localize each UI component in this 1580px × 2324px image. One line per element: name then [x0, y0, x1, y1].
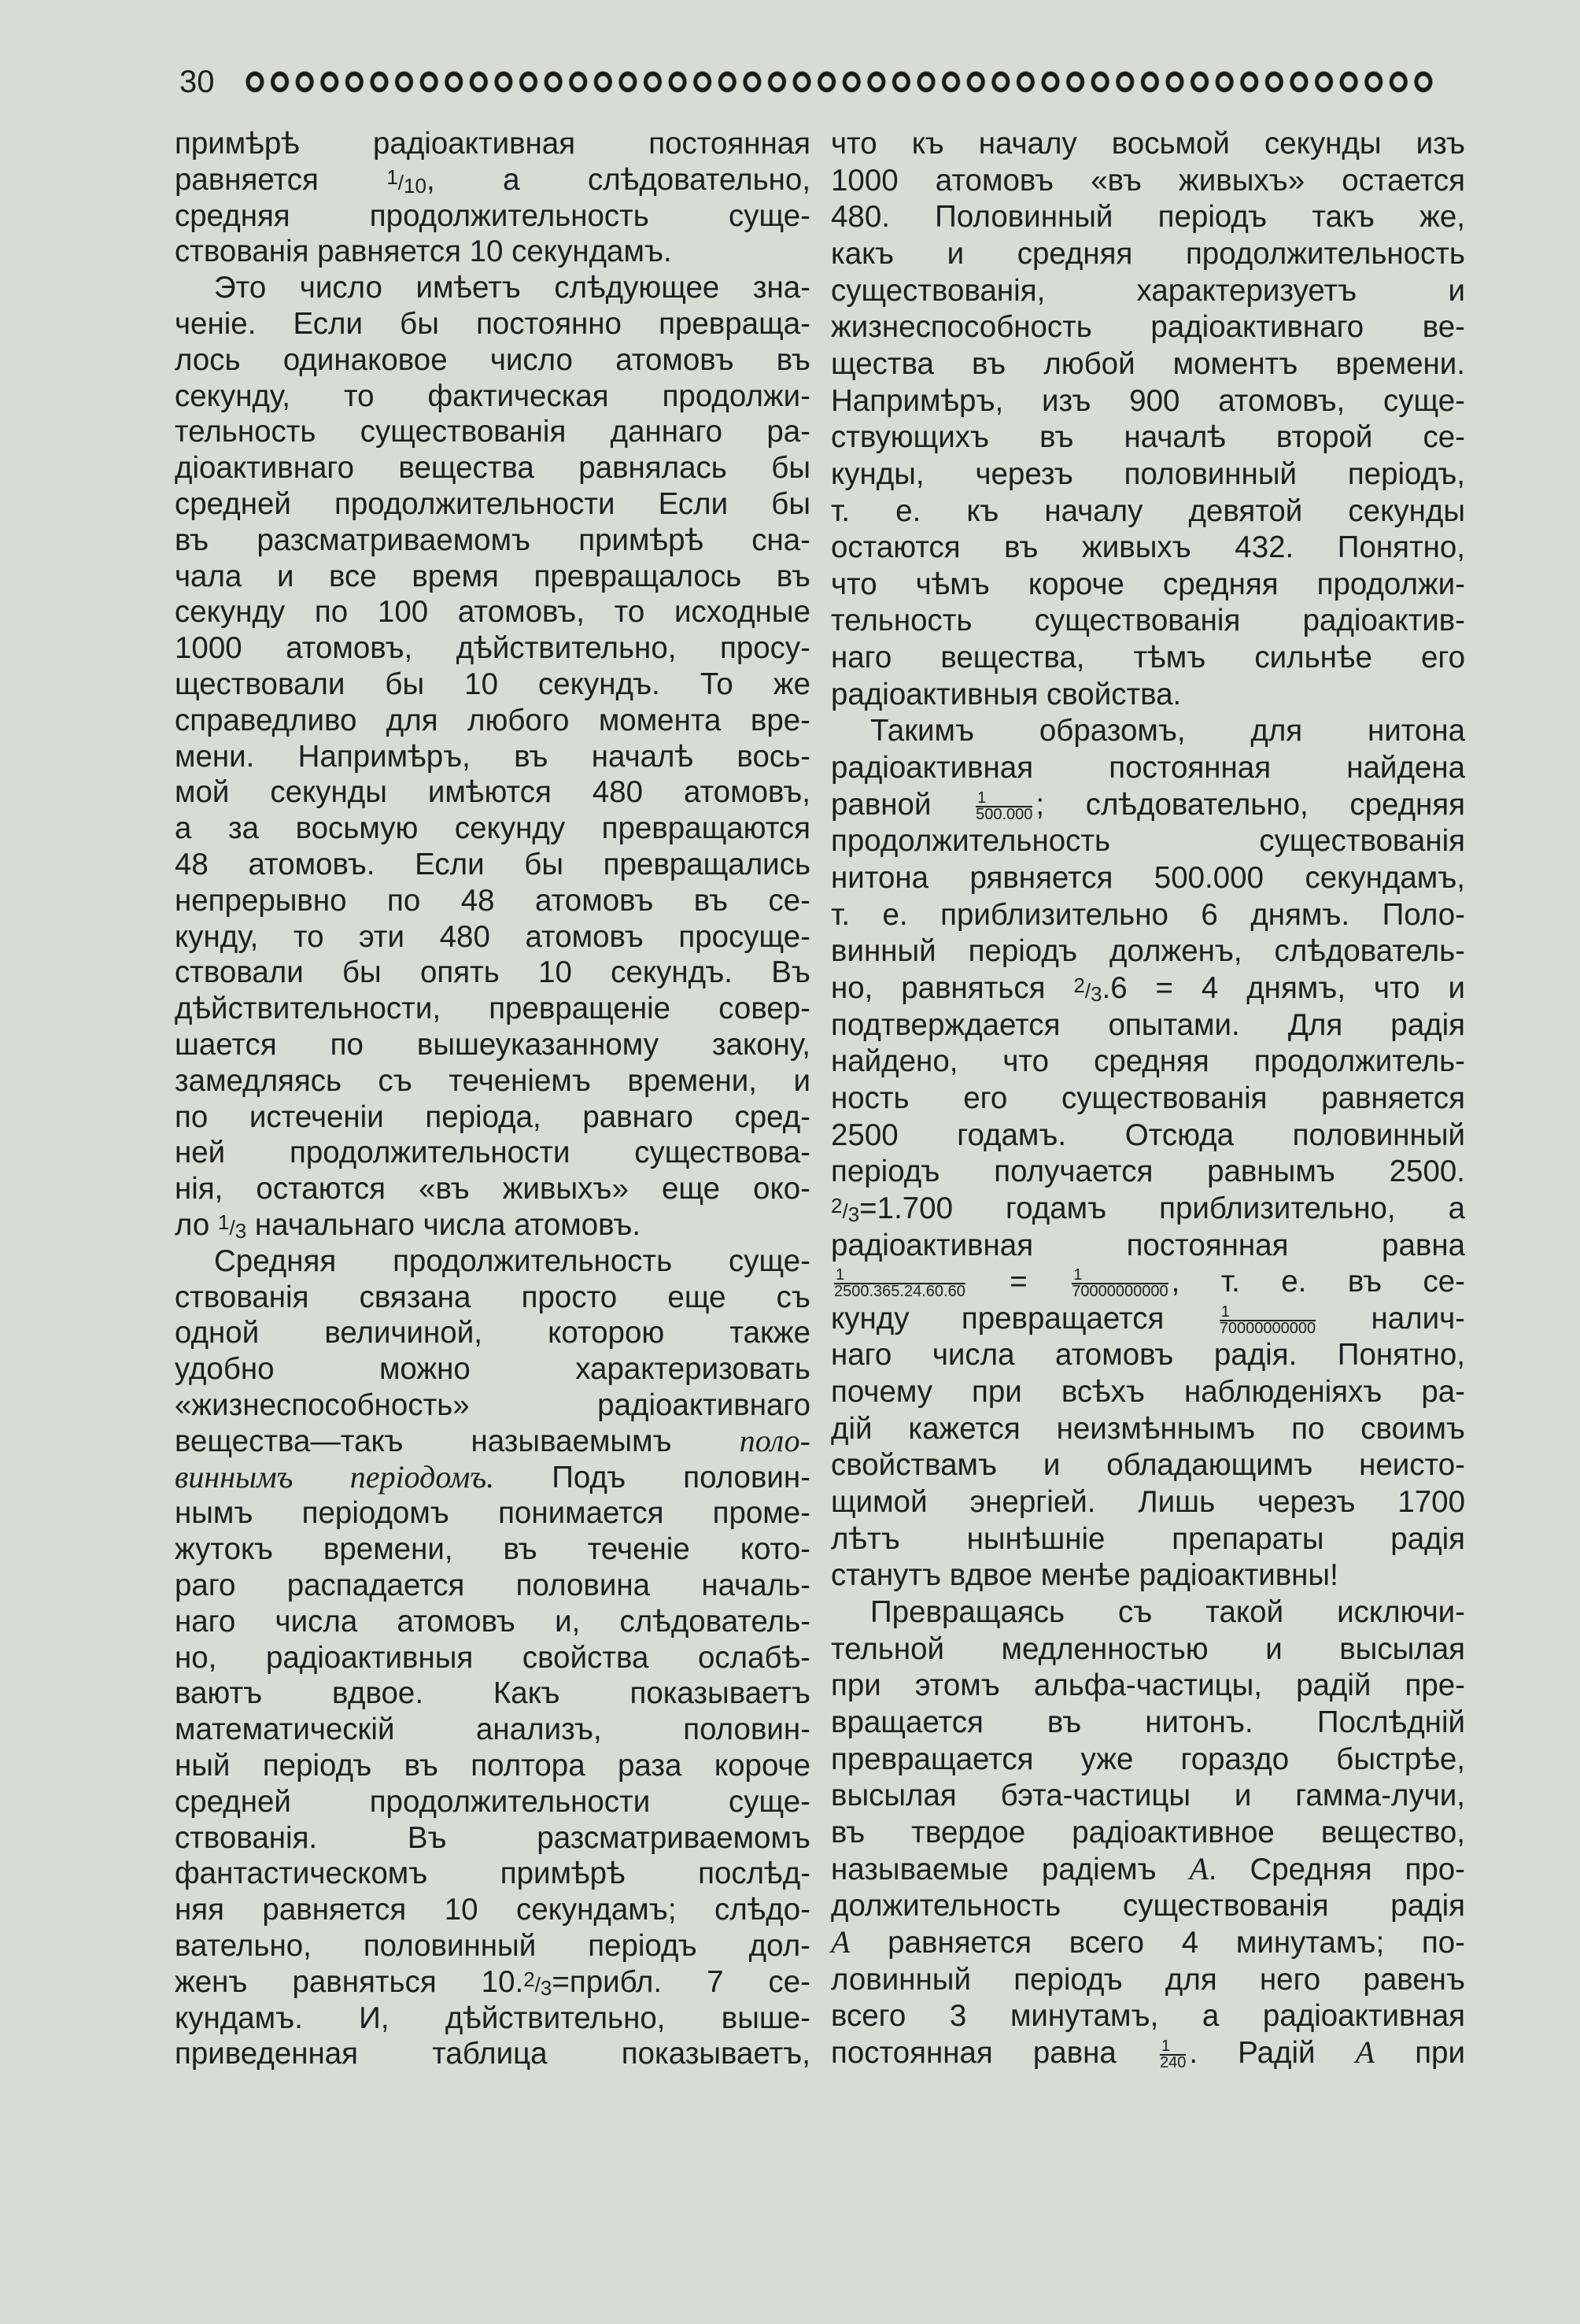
text-line: [831, 1337, 1465, 1373]
text-run: свойствамъ и обладающимъ неисто-: [831, 1448, 1465, 1483]
fraction-slash: /: [534, 1972, 541, 1997]
text-run: ваютъ вдвое. Какъ показываетъ: [175, 1676, 810, 1711]
text-line: [831, 933, 1465, 970]
text-run: секунду, то фактическая продолжи-: [175, 379, 810, 413]
text-run: винный періодъ долженъ, слѣдователь-: [831, 934, 1465, 969]
text-line: [175, 1856, 810, 1892]
text-line: [175, 991, 810, 1027]
text-line: [175, 1424, 810, 1460]
ornament-border: [242, 68, 1434, 96]
text-line: [831, 897, 1465, 933]
text-run: =прибл. 7 се-: [552, 1964, 810, 1999]
text-line: [831, 163, 1465, 199]
text-run: подтверждается опытами. Для радія: [831, 1007, 1465, 1042]
text-line: [831, 1668, 1465, 1704]
text-run: ность его существованія равняется: [831, 1081, 1465, 1115]
text-run: ствованія связана просто еще съ: [175, 1280, 810, 1314]
text-line: [175, 667, 810, 703]
italic-term: А: [1189, 1850, 1209, 1886]
text-run: должительность существованія радія: [831, 1889, 1465, 1923]
fraction: [831, 1193, 860, 1226]
text-line: [175, 306, 810, 342]
text-line: [831, 713, 1465, 749]
text-run: няя равняется 10 секундамъ; слѣдо-: [175, 1893, 810, 1927]
text-line: [175, 450, 810, 486]
text-line: [831, 1631, 1465, 1668]
text-run: лось одинаковое число атомовъ въ: [175, 342, 810, 377]
text-run: удобно можно характеризовать: [175, 1352, 810, 1387]
text-run: щества въ любой моментъ времени.: [831, 346, 1465, 381]
fraction-numerator: 1: [218, 1210, 230, 1234]
text-line: [831, 530, 1465, 566]
page-number: 30: [179, 65, 215, 99]
text-run: приведенная таблица показываетъ,: [175, 2037, 810, 2071]
text-line: [831, 1852, 1465, 1888]
text-line: [175, 1676, 810, 1712]
text-run: найдено, что средняя продолжитель-: [831, 1044, 1465, 1079]
text-line: [175, 955, 810, 991]
text-run: мой секунды имѣются 480 атомовъ,: [175, 775, 810, 810]
text-run: шается по вышеуказанному закону,: [175, 1028, 810, 1062]
text-line: [831, 1228, 1465, 1264]
text-line: [175, 1460, 810, 1496]
text-run: а за восьмую секунду превращаются: [175, 811, 810, 846]
text-line: [831, 1081, 1465, 1117]
text-line: [831, 1925, 1465, 1961]
italic-term: А: [831, 1923, 851, 1960]
text-run: равняется всего 4 минутамъ; по-: [850, 1925, 1465, 1960]
text-run: наго числа атомовъ и, слѣдователь-: [175, 1604, 810, 1639]
text-line: [175, 739, 810, 775]
text-run: «жизнеспособность» радіоактивнаго: [175, 1388, 810, 1422]
text-run: Такимъ образомъ, для нитона: [870, 714, 1465, 748]
text-run: т. е. приблизительно 6 днямъ. Поло-: [831, 897, 1465, 932]
text-run: лѣтъ нынѣшніе препараты радія: [831, 1521, 1465, 1556]
text-run: въ твердое радіоактивное вещество,: [831, 1815, 1465, 1849]
fraction: [218, 1210, 247, 1243]
text-run: средней продолжительности суще-: [175, 1784, 810, 1819]
text-line: [831, 1154, 1465, 1190]
fraction-numerator: 1: [976, 791, 1032, 807]
fraction-denominator: 10: [404, 173, 426, 198]
fraction-numerator: 1: [386, 164, 398, 189]
text-run: наго вещества, тѣмъ сильнѣе его: [831, 641, 1465, 675]
text-run: радіоактивная постоянная равна: [831, 1228, 1465, 1262]
text-run: Напримѣръ, изъ 900 атомовъ, суще-: [831, 383, 1465, 418]
text-run: кунду, то эти 480 атомовъ просуще-: [175, 919, 810, 954]
text-run: высылая бэта-частицы и гамма-лучи,: [831, 1779, 1465, 1813]
text-line: [831, 493, 1465, 530]
text-run: фантастическомъ примѣрѣ послѣд-: [175, 1857, 810, 1891]
text-run: средняя продолжительность суще-: [175, 198, 810, 233]
text-run: нія, остаются «въ живыхъ» еще око-: [175, 1172, 810, 1206]
text-line: [831, 787, 1465, 823]
text-line: [175, 486, 810, 523]
text-line: [175, 1604, 810, 1640]
text-line: [175, 1135, 810, 1171]
text-line: [831, 419, 1465, 456]
text-run: превращается уже гораздо быстрѣе,: [831, 1742, 1465, 1776]
text-line: [175, 1784, 810, 1820]
text-line: [831, 456, 1465, 493]
text-line: [175, 270, 810, 306]
text-line: [831, 1447, 1465, 1483]
text-run: тельной медленностью и высылая: [831, 1631, 1465, 1666]
fraction: [1219, 1302, 1316, 1337]
text-run: дій кажется неизмѣннымъ по своимъ: [831, 1411, 1465, 1446]
fraction-denominator: 3: [540, 1975, 552, 2000]
text-line: [831, 1521, 1465, 1557]
fraction-denominator: 70000000000: [1219, 1319, 1316, 1337]
text-line: [831, 1778, 1465, 1814]
text-run: наго числа атомовъ радія. Понятно,: [831, 1338, 1465, 1373]
text-line: [175, 1099, 810, 1136]
text-run: ; слѣдовательно, средняя: [1035, 787, 1465, 822]
text-run: справедливо для любого момента вре-: [175, 703, 810, 737]
text-run: средней продолжительности Если бы: [175, 487, 810, 521]
fraction-denominator: 3: [847, 1202, 860, 1226]
fraction-numerator: 1: [1160, 2039, 1186, 2056]
text-run: ществовали бы 10 секундъ. То же: [175, 667, 810, 701]
text-line: [175, 774, 810, 811]
italic-term: поло-: [739, 1422, 810, 1458]
text-line: [831, 567, 1465, 603]
text-run: вательно, половинный періодъ дол-: [175, 1929, 810, 1963]
text-run: что чѣмъ короче средняя продолжи-: [831, 567, 1465, 601]
text-line: [831, 273, 1465, 309]
fraction-numerator: 2: [1073, 973, 1085, 997]
text-run: 2500 годамъ. Отсюда половинный: [831, 1118, 1465, 1152]
fraction-denominator: 3: [234, 1219, 247, 1243]
text-run: замедляясь съ теченіемъ времени, и: [175, 1063, 810, 1098]
text-line: [831, 383, 1465, 419]
fraction-denominator: 240: [1159, 2053, 1187, 2071]
text-run: почему при всѣхъ наблюденіяхъ ра-: [831, 1375, 1465, 1410]
text-line: [175, 1387, 810, 1424]
text-line: [175, 1351, 810, 1387]
italic-term: виннымъ періодомъ.: [175, 1458, 495, 1495]
text-run: ловинный періодъ для него равенъ: [831, 1962, 1465, 1997]
text-run: =: [968, 1265, 1069, 1299]
fraction-slash: /: [1084, 978, 1091, 1003]
text-line: [175, 1171, 810, 1207]
text-line: [831, 750, 1465, 786]
text-line: [831, 309, 1465, 345]
fraction-numerator: 1: [834, 1268, 965, 1284]
text-run: тельность существованія даннаго ра-: [175, 415, 810, 449]
text-run: =1.700 годамъ приблизительно, а: [859, 1191, 1465, 1225]
text-run: примѣрѣ радіоактивная постоянная: [175, 127, 810, 161]
fraction: [1160, 2039, 1186, 2071]
text-run: 1000 атомовъ, дѣйствительно, просу-: [175, 631, 810, 666]
fraction-slash: /: [842, 1199, 848, 1223]
text-run: тельность существованія радіоактив-: [831, 604, 1465, 638]
text-run: Средняя продолжительность суще-: [214, 1243, 810, 1278]
text-line: [831, 970, 1465, 1007]
text-line: [175, 1027, 810, 1063]
text-run: нитона рявняется 500.000 секундамъ,: [831, 861, 1465, 895]
text-line: [175, 847, 810, 883]
text-line: [175, 1280, 810, 1316]
text-line: [175, 234, 810, 270]
text-run: 480. Половинный періодъ такъ же,: [831, 200, 1465, 235]
text-line: [831, 1998, 1465, 2034]
text-line: [175, 1315, 810, 1351]
text-run: одной величиной, которою также: [175, 1316, 810, 1350]
text-line: [175, 198, 810, 235]
text-run: Подъ половин-: [494, 1460, 810, 1495]
text-line: [831, 1888, 1465, 1924]
text-line: [831, 346, 1465, 382]
text-line: [175, 1495, 810, 1531]
text-line: [175, 2036, 810, 2072]
text-run: 48 атомовъ. Если бы превращались: [175, 848, 810, 881]
text-line: [175, 630, 810, 667]
text-run: діоактивнаго вещества равнялась бы: [175, 451, 810, 486]
text-run: но, радіоактивныя свойства ослабѣ-: [175, 1640, 810, 1675]
text-run: какъ и средняя продолжительность: [831, 236, 1465, 271]
text-run: кундамъ. И, дѣйствительно, выше-: [175, 2001, 810, 2035]
text-run: т. е. къ началу девятой секунды: [831, 493, 1465, 528]
fraction-denominator: 70000000000: [1072, 1282, 1168, 1300]
fraction-denominator: 2500.365.24.60.60: [834, 1282, 965, 1300]
text-line: [175, 1640, 810, 1676]
text-line: [831, 1557, 1465, 1594]
text-line: [175, 1531, 810, 1568]
fraction-slash: /: [397, 170, 404, 194]
text-run: начальнаго числа атомовъ.: [246, 1208, 641, 1242]
text-run: 1000 атомовъ «въ живыхъ» остается: [831, 163, 1465, 198]
fraction-numerator: 1: [1220, 1305, 1316, 1321]
text-line: [831, 1374, 1465, 1410]
text-line: [175, 2001, 810, 2037]
text-line: [831, 1301, 1465, 1337]
text-line: [175, 126, 810, 162]
text-line: [175, 594, 810, 630]
text-run: вращается въ нитонъ. Послѣдній: [831, 1705, 1465, 1739]
text-run: вещества—такъ называемымъ: [175, 1424, 740, 1458]
fraction: [1073, 973, 1102, 1006]
text-line: [175, 1748, 810, 1784]
text-run: раго распадается половина началь-: [175, 1568, 810, 1602]
text-line: [831, 126, 1465, 162]
text-line: [175, 1964, 810, 2001]
text-line: [175, 703, 810, 739]
fraction-numerator: 2: [831, 1193, 843, 1217]
text-line: [831, 1705, 1465, 1741]
text-run: .6 = 4 днямъ, что и: [1102, 970, 1465, 1005]
text-run: Это число имѣетъ слѣдующее зна-: [214, 271, 810, 305]
text-run: въ разсматриваемомъ примѣрѣ сна-: [175, 523, 810, 557]
text-run: нымъ періодомъ понимается проме-: [175, 1496, 810, 1531]
text-line: [175, 919, 810, 955]
text-line: [175, 523, 810, 559]
fraction: [386, 164, 426, 198]
text-run: но, равняться: [831, 970, 1074, 1005]
fraction-slash: /: [229, 1216, 235, 1240]
text-line: [831, 1742, 1465, 1778]
text-line: [831, 603, 1465, 639]
text-run: ченіе. Если бы постоянно превраща-: [175, 307, 810, 341]
text-run: постоянная равна: [831, 2035, 1157, 2070]
text-line: [175, 1712, 810, 1748]
text-line: [175, 559, 810, 595]
text-run: равняется: [175, 162, 387, 197]
text-line: [831, 823, 1465, 859]
text-line: [175, 1207, 810, 1243]
text-line: [831, 640, 1465, 676]
text-line: [175, 1892, 810, 1928]
italic-term: А: [1355, 2034, 1375, 2070]
text-run: радіоактивная постоянная найдена: [831, 751, 1465, 785]
text-line: [831, 860, 1465, 896]
fraction-numerator: 1: [1072, 1268, 1168, 1284]
text-run: радіоактивныя свойства.: [831, 677, 1182, 711]
text-run: чала и все время превращалось въ: [175, 559, 810, 593]
text-run: . Радій: [1189, 2035, 1356, 2070]
text-line: [175, 811, 810, 847]
text-run: ный періодъ въ полтора раза короче: [175, 1749, 810, 1783]
text-line: [831, 1815, 1465, 1851]
text-run: жизнеспособность радіоактивнаго ве-: [831, 310, 1465, 345]
text-line: [175, 342, 810, 379]
text-run: щимой энергіей. Лишь черезъ 1700: [831, 1485, 1465, 1520]
text-line: [831, 1044, 1465, 1080]
text-run: математическій анализъ, половин-: [175, 1713, 810, 1747]
text-run: налич-: [1319, 1301, 1465, 1336]
text-line: [175, 883, 810, 919]
text-line: [831, 1484, 1465, 1520]
fraction: [523, 1967, 552, 2000]
text-line: [831, 1191, 1465, 1227]
text-line: [831, 1264, 1465, 1300]
text-run: ней продолжительности существова-: [175, 1136, 810, 1170]
text-run: , т. е. въ се-: [1171, 1265, 1465, 1299]
fraction-denominator: 500.000: [976, 805, 1033, 823]
text-line: [831, 236, 1465, 272]
text-run: кунды, черезъ половинный періодъ,: [831, 456, 1465, 491]
text-run: жутокъ времени, въ теченіе кото-: [175, 1532, 810, 1567]
text-line: [175, 1568, 810, 1604]
text-run: всего 3 минутамъ, а радіоактивная: [831, 1999, 1465, 2034]
text-line: [175, 414, 810, 450]
text-run: при: [1375, 2035, 1465, 2070]
text-run: кунду превращается: [831, 1301, 1216, 1336]
text-run: періодъ получается равнымъ 2500.: [831, 1155, 1465, 1189]
text-line: [175, 1243, 810, 1280]
text-run: при этомъ альфа-частицы, радій пре-: [831, 1668, 1465, 1703]
text-run: продолжительность существованія: [831, 824, 1465, 859]
text-run: называемые радіемъ: [831, 1852, 1190, 1886]
text-line: [175, 162, 810, 198]
text-run: ствованія. Въ разсматриваемомъ: [175, 1820, 810, 1855]
text-line: [175, 1063, 810, 1099]
text-run: ствовали бы опять 10 секундъ. Въ: [175, 955, 810, 990]
text-line: [831, 1594, 1465, 1631]
text-line: [831, 1411, 1465, 1447]
text-line: [831, 199, 1465, 235]
text-run: . Средняя про-: [1208, 1852, 1465, 1886]
text-run: станутъ вдвое менѣе радіоактивны!: [831, 1558, 1338, 1593]
fraction-denominator: 3: [1091, 981, 1102, 1006]
text-run: Превращаясь съ такой исключи-: [870, 1595, 1465, 1629]
fraction: [1072, 1265, 1168, 1300]
text-line: [831, 2035, 1465, 2071]
text-line: [831, 677, 1465, 713]
text-line: [175, 379, 810, 415]
text-line: [831, 1962, 1465, 1998]
fraction: [834, 1265, 965, 1300]
text-run: женъ равняться 10.: [175, 1964, 524, 1999]
text-run: непрерывно по 48 атомовъ въ се-: [175, 883, 810, 918]
text-run: секунду по 100 атомовъ, то исходные: [175, 595, 810, 630]
fraction: [976, 791, 1032, 822]
text-run: по истеченіи періода, равнаго сред-: [175, 1099, 810, 1134]
text-run: , а слѣдовательно,: [426, 162, 811, 197]
text-run: ствованія равняется 10 секундамъ.: [175, 235, 672, 269]
text-run: что къ началу восьмой секунды изъ: [831, 127, 1465, 161]
text-line: [831, 1118, 1465, 1154]
text-line: [175, 1928, 810, 1964]
text-run: дѣйствительности, превращеніе совер-: [175, 992, 810, 1026]
text-run: ствующихъ въ началѣ второй се-: [831, 420, 1465, 455]
text-run: существованія, характеризуетъ и: [831, 273, 1465, 308]
text-line: [831, 1007, 1465, 1044]
text-run: ло: [175, 1208, 219, 1242]
text-run: равной: [831, 787, 973, 822]
text-line: [175, 1820, 810, 1857]
text-run: мени. Напримѣръ, въ началѣ вось-: [175, 739, 810, 774]
text-run: остаются въ живыхъ 432. Понятно,: [831, 530, 1465, 565]
fraction-numerator: 2: [523, 1967, 535, 1991]
